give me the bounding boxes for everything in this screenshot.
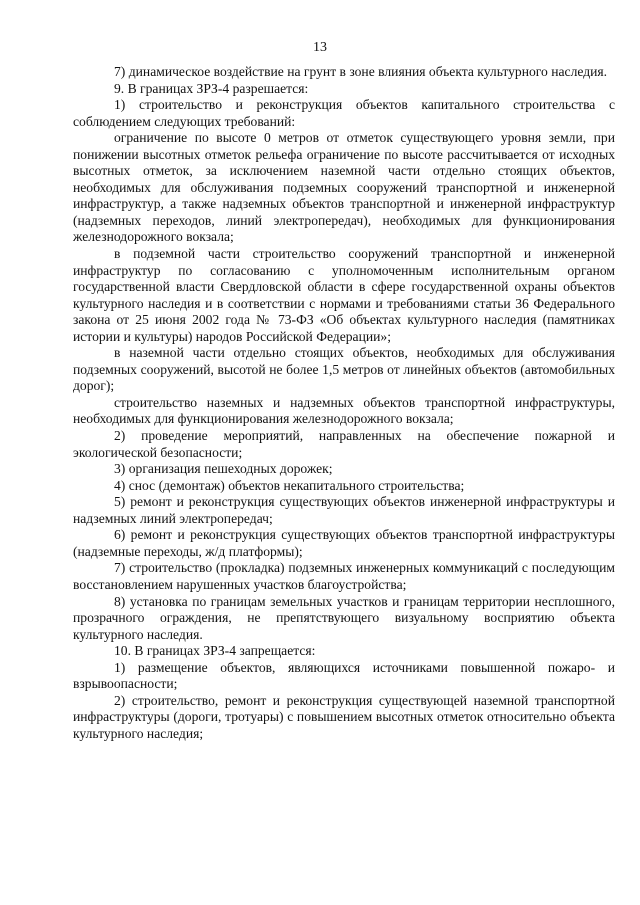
paragraph-17: 2) строительство, ремонт и реконструкция существующей наземной транспортной инфраструктуры (дороги, тротуары) с повышением высотных отметок относительно объекта культурного наследия; xyxy=(73,692,615,741)
paragraph-1: 7) динамическое воздействие на грунт в зоне влияния объекта культурного наследия. xyxy=(114,64,608,79)
paragraph-16: 1) размещение объектов, являющихся источниками повышенной пожаро- и взрывоопасности; xyxy=(73,659,615,692)
paragraph-5: в подземной части строительство сооружений транспортной и инженерной инфраструктур по согласованию с уполномоченным исполнительным органом государственной власти Свердловской области в сфере государственной охраны объектов культурного наследия и в соответствии с нормами и требованиями статьи 36 Федерального закона от 25 июня 2002 года № 73-ФЗ «Об объектах культурного наследия (памятниках истории и культуры) народов Российской Федерации»; xyxy=(73,246,615,344)
paragraph-9: 3) организация пешеходных дорожек; xyxy=(114,461,333,477)
paragraph-4: ограничение по высоте 0 метров от отметок существующего уровня земли, при понижении высотных отметок рельефа ограничение по высоте рассчитывается от исходных высотных отметок, за исключением наземной части отдельно стоящих объектов, необходимых для обслуживания подземных сооружений транспортной и инженерной инфраструктур, а также надземных объектов транспортной и инженерной инфраструктур (надземных переходов, линий электропередач), необходимых для функционирования железнодорожного вокзала; xyxy=(73,130,615,245)
paragraph-14: 8) установка по границам земельных участков и границам территории несплошного, прозрачного ограждения, не препятствующего визуальному восприятию объекта культурного наследия. xyxy=(73,593,615,642)
paragraph-13: 7) строительство (прокладка) подземных инженерных коммуникаций с последующим восстановлением нарушенных участков благоустройства; xyxy=(73,560,615,592)
paragraph-12: 6) ремонт и реконструкция существующих объектов транспортной инфраструктуры (надземные переходы, ж/д платформы); xyxy=(73,527,615,559)
paragraph-8: 2) проведение мероприятий, направленных на обеспечение пожарной и экологической безопасности; xyxy=(73,428,615,460)
page-number: 13 xyxy=(313,40,327,55)
paragraph-15: 10. В границах ЗРЗ-4 запрещается: xyxy=(114,643,316,659)
document-body xyxy=(73,64,615,742)
paragraph-10: 4) снос (демонтаж) объектов некапитального строительства; xyxy=(114,477,465,493)
paragraph-2: 9. В границах ЗРЗ-4 разрешается: xyxy=(114,80,309,96)
paragraph-7: строительство наземных и надземных объектов транспортной инфраструктуры, необходимых для функционирования железнодорожного вокзала; xyxy=(73,394,615,427)
paragraph-3: 1) строительство и реконструкция объектов капитального строительства с соблюдением следующих требований: xyxy=(73,97,615,129)
paragraph-6: в наземной части отдельно стоящих объектов, необходимых для обслуживания подземных сооружений, высотой не более 1,5 метров от линейных объектов (автомобильных дорог); xyxy=(73,345,615,394)
paragraph-11: 5) ремонт и реконструкция существующих объектов инженерной инфраструктуры и надземных линий электропередач; xyxy=(73,494,615,526)
